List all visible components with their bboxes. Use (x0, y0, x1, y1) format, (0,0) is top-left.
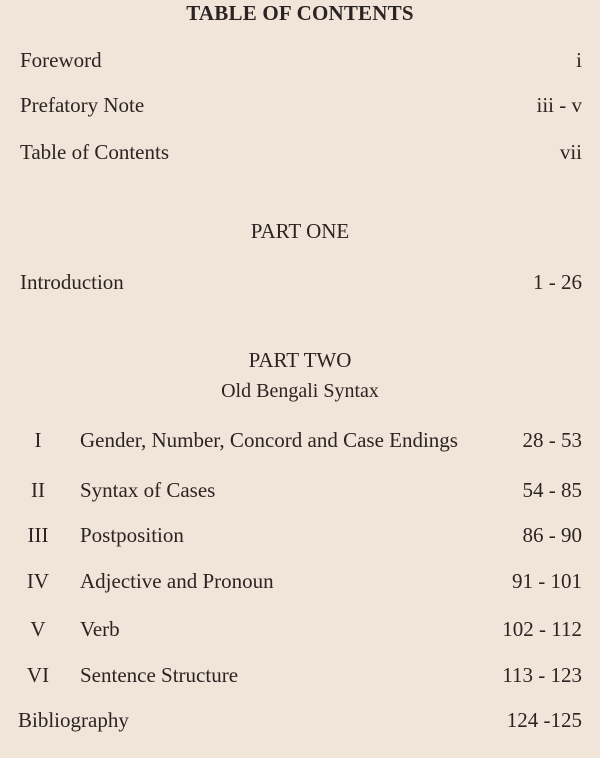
chapter-row (0, 617, 600, 647)
entry-label: Foreword (20, 48, 102, 72)
chapter-pages: 102 - 112 (502, 617, 582, 641)
chapter-title: Adjective and Pronoun (80, 569, 274, 593)
chapter-row (0, 428, 600, 458)
toc-entry-introduction (0, 270, 600, 300)
entry-pages: 124 -125 (506, 708, 582, 732)
part-two-heading: PART TWO (248, 348, 352, 372)
chapter-title: Postposition (80, 523, 184, 547)
chapter-number: VI (26, 663, 50, 687)
chapter-number: I (34, 428, 42, 452)
part-one-heading: PART ONE (250, 219, 350, 243)
chapter-pages: 86 - 90 (522, 523, 582, 547)
chapter-pages: 28 - 53 (522, 428, 582, 452)
chapter-title: Syntax of Cases (80, 478, 216, 502)
chapter-pages: 91 - 101 (512, 569, 582, 593)
chapter-row (0, 478, 600, 508)
chapter-title: Gender, Number, Concord and Case Endings (80, 428, 458, 452)
chapter-number: V (30, 617, 46, 641)
entry-pages: 1 - 26 (533, 270, 582, 294)
toc-entry-foreword (0, 48, 600, 78)
entry-label: Introduction (20, 270, 124, 294)
entry-pages: vii (559, 140, 582, 164)
chapter-row (0, 523, 600, 553)
chapter-row (0, 569, 600, 599)
toc-entry-bibliography (0, 708, 600, 738)
entry-label: Table of Contents (20, 140, 169, 164)
chapter-title: Sentence Structure (80, 663, 239, 687)
chapter-number: III (27, 523, 49, 547)
chapter-pages: 113 - 123 (502, 663, 582, 687)
chapter-row (0, 663, 600, 693)
chapter-number: II (31, 478, 45, 502)
toc-entry-table-of-contents (0, 140, 600, 170)
chapter-number: IV (26, 569, 50, 593)
chapter-pages: 54 - 85 (522, 478, 582, 502)
entry-pages: i (576, 48, 582, 72)
toc-title: TABLE OF CONTENTS (186, 1, 414, 25)
entry-label: Bibliography (18, 708, 129, 732)
toc-entry-prefatory-note (0, 93, 600, 123)
part-two-subheading: Old Bengali Syntax (221, 380, 379, 402)
entry-label: Prefatory Note (20, 93, 145, 117)
entry-pages: iii - v (536, 93, 582, 117)
chapter-title: Verb (80, 617, 120, 641)
